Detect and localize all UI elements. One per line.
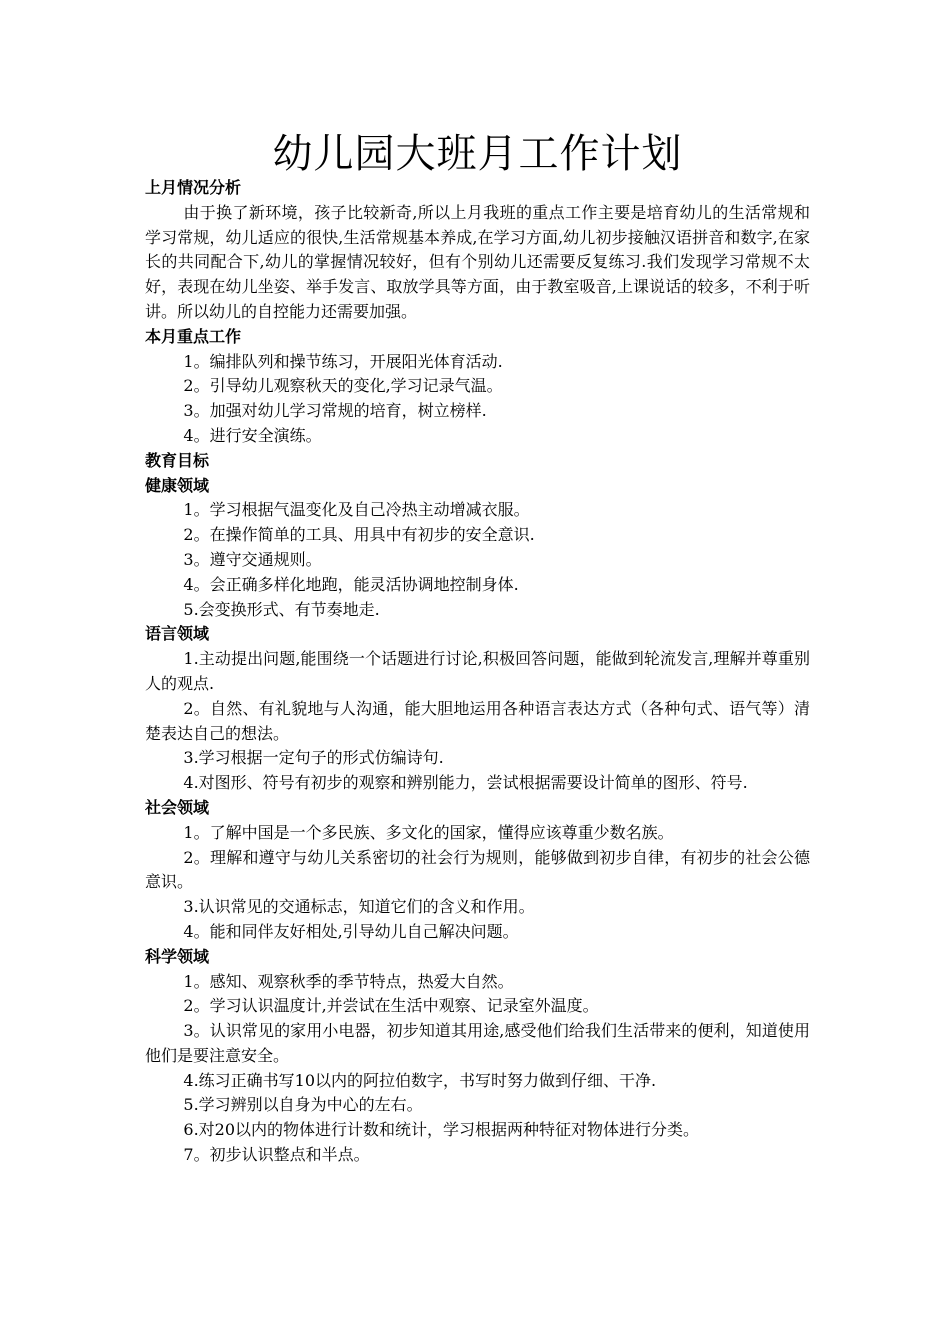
section-language-domain	[145, 622, 810, 796]
key-work-list	[145, 350, 810, 449]
list-item: 4.对图形、符号有初步的观察和辨别能力，尝试根据需要设计简单的图形、符号.	[183, 773, 748, 793]
list-item: 4.练习正确书写10以内的阿拉伯数字，书写时努力做到仔细、干净.	[183, 1070, 657, 1090]
list-item: 1。感知、观察秋季的季节特点，热爱大自然。	[183, 971, 514, 991]
section-heading: 语言领域	[145, 624, 210, 644]
science-goals-list	[145, 970, 810, 1168]
section-monthly-key-work	[145, 325, 810, 449]
list-item: 1。学习根据气温变化及自己冷热主动增减衣服。	[183, 500, 530, 520]
paragraph: 由于换了新环境，孩子比较新奇,所以上月我班的重点工作主要是培育幼儿的生活常规和学习常规，幼儿适应的很快,生活常规基本养成,在学习方面,幼儿初步接触汉语拼音和数字,在家长的共同配合下,幼儿的掌握情况较好，但有个别幼儿还需要反复练习.我们发现学习常规不太好，表现在幼儿坐姿、举手发言、取放学具等方面，由于教室吸音,上课说话的较多，不利于听讲。所以幼儿的自控能力还需要加强。	[145, 202, 810, 321]
document-title: 幼儿园大班月工作计划	[272, 131, 683, 177]
list-item: 3。遵守交通规则。	[183, 549, 322, 569]
list-item: 3.学习根据一定句子的形式仿编诗句.	[183, 748, 444, 768]
list-item: 7。初步认识整点和半点。	[183, 1145, 370, 1165]
section-heading: 上月情况分析	[145, 178, 242, 197]
list-item: 5.学习辨别以自身为中心的左右。	[183, 1095, 423, 1115]
list-item: 2。引导幼儿观察秋天的变化,学习记录气温。	[183, 376, 503, 396]
list-item: 4。进行安全演练。	[183, 425, 322, 445]
list-item: 1。了解中国是一个多民族、多文化的国家，懂得应该尊重少数名族。	[183, 822, 674, 842]
list-item: 3。加强对幼儿学习常规的培育，树立榜样.	[183, 401, 487, 421]
list-item: 4。会正确多样化地跑，能灵活协调地控制身体.	[183, 574, 519, 594]
section-heading: 社会领域	[145, 797, 210, 817]
section-heading: 健康领域	[145, 475, 210, 495]
list-item: 1.主动提出问题,能围绕一个话题进行讨论,积极回答问题，能做到轮流发言,理解并尊重别人的观点.	[145, 649, 810, 693]
list-item: 4。能和同伴友好相处,引导幼儿自己解决问题。	[183, 921, 519, 941]
section-last-month-analysis	[145, 176, 810, 325]
section-social-domain	[145, 796, 810, 945]
list-item: 1。编排队列和操节练习，开展阳光体育活动.	[183, 351, 503, 371]
document-page	[145, 128, 810, 1168]
list-item: 5.会变换形式、有节奏地走.	[183, 599, 380, 619]
list-item: 2。理解和遵守与幼儿关系密切的社会行为规则，能够做到初步自律，有初步的社会公德意识。	[145, 847, 810, 892]
section-heading: 本月重点工作	[145, 326, 242, 346]
list-item: 2。学习认识温度计,并尝试在生活中观察、记录室外温度。	[183, 996, 599, 1016]
list-item: 2。在操作简单的工具、用具中有初步的安全意识.	[183, 525, 535, 545]
list-item: 2。自然、有礼貌地与人沟通，能大胆地运用各种语言表达方式（各种句式、语气等）清楚表达自己的想法。	[145, 698, 810, 743]
section-science-domain	[145, 945, 810, 1168]
list-item: 3.认识常见的交通标志，知道它们的含义和作用。	[183, 897, 535, 917]
section-heading: 教育目标	[145, 450, 210, 470]
list-item: 3。认识常见的家用小电器，初步知道其用途,感受他们给我们生活带来的便利，知道使用他们是要注意安全。	[145, 1021, 810, 1065]
language-goals-list	[145, 647, 810, 796]
health-goals-list	[145, 498, 810, 622]
social-goals-list	[145, 821, 810, 945]
list-item: 6.对20以内的物体进行计数和统计，学习根据两种特征对物体进行分类。	[183, 1120, 700, 1140]
section-education-goals	[145, 449, 810, 474]
section-health-domain	[145, 474, 810, 623]
section-heading: 科学领域	[145, 946, 210, 966]
